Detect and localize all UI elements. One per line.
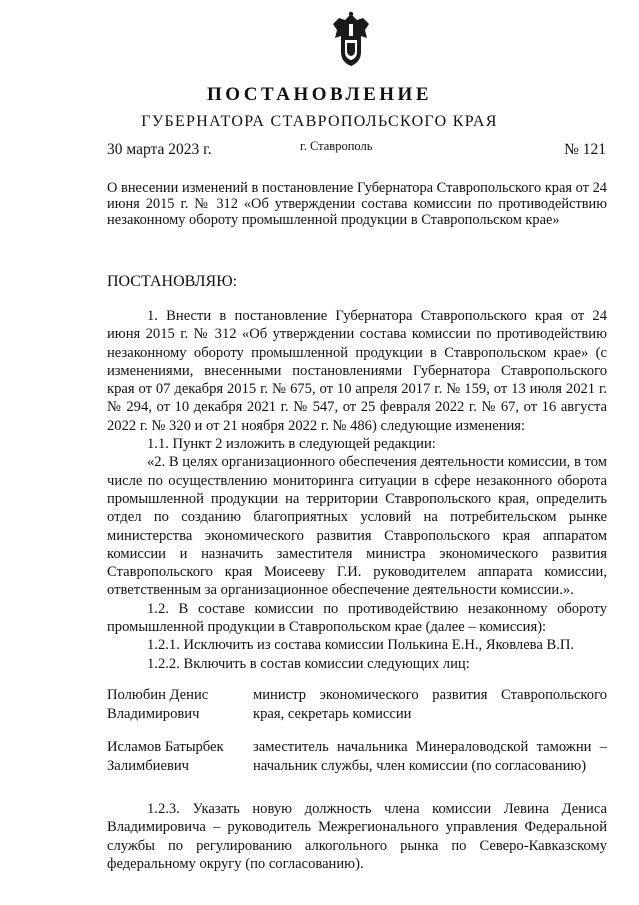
paragraph-1-2-3: 1.2.3. Указать новую должность члена комиссии Левина Дениса Владимировича – руководитель Межрегионального управления Федеральной службы по регулированию алкогольного рынка по Северо-Кавказскому федеральному округу (по согласованию). xyxy=(107,801,607,872)
paragraph-quote: «2. В целях организационного обеспечения деятельности комиссии, в том числе по осуществлению мониторинга ситуации в сфере незаконного оборота промышленной продукции на территории Ставропольского края, определить отдел по созданию благоприятных условий на потребительском рынке министерства экономического развития Ставропольского края аппаратом комиссии и назначить заместителя министра экономического развития Ставропольского края Моисееву Г.И. руководителем аппарата комиссии, ответственным за организационное обеспечение деятельности комиссии.». xyxy=(107,454,607,599)
document-subtitle: ГУБЕРНАТОРА СТАВРОПОЛЬСКОГО КРАЯ xyxy=(141,113,498,130)
member-row xyxy=(107,686,607,724)
member-role: министр экономического развития Ставропольского края, секретарь комиссии xyxy=(253,687,607,722)
document-heading: О внесении изменений в постановление Губернатора Ставропольского края от 24 июня 2015 г. № 312 «Об утверждении состава комиссии по противодействию незаконному обороту промышленной продукции в Ставропольском крае» xyxy=(107,180,607,228)
document-body xyxy=(107,307,607,673)
member-name: Исламов Батырбек Залимбиевич xyxy=(107,739,224,774)
document-date: 30 марта 2023 г. xyxy=(107,141,212,158)
members-list xyxy=(107,686,607,790)
member-role: заместитель начальника Минераловодской таможни – начальник службы, член комиссии (по согласованию) xyxy=(253,739,607,774)
document-number: № 121 xyxy=(564,141,606,158)
member-name: Полюбин Денис Владимирович xyxy=(107,687,209,722)
decree-word: ПОСТАНОВЛЯЮ: xyxy=(107,273,238,290)
paragraph-1-2-2: 1.2.2. Включить в состав комиссии следующих лиц: xyxy=(147,655,470,672)
paragraph-1-2-1: 1.2.1. Исключить из состава комиссии Полькина Е.Н., Яковлева В.П. xyxy=(147,637,575,654)
document-city: г. Ставрополь xyxy=(300,139,373,153)
document-body-end xyxy=(107,800,607,873)
paragraph-1: 1. Внести в постановление Губернатора Ставропольского края от 24 июня 2015 г. № 312 «Об утверждении состава комиссии по противодействию незаконному обороту промышленной продукции в Ставропольском крае» (с изменениями, внесенными постановлениями Губернатора Ставропольского края от 07 декабря 2015 г. № 675, от 10 апреля 2017 г. № 159, от 13 июля 2021 г. № 294, от 10 декабря 2021 г. № 547, от 25 февраля 2022 г. № 67, от 16 августа 2022 г. № 320 и от 21 ноября 2022 г. № 486) следующие изменения: xyxy=(107,308,607,434)
paragraph-1-1: 1.1. Пункт 2 изложить в следующей редакции: xyxy=(147,436,436,453)
paragraph-1-2: 1.2. В составе комиссии по противодействию незаконному обороту промышленной продукции в Ставропольском крае (далее – комиссия): xyxy=(107,600,607,636)
member-row xyxy=(107,738,607,776)
coat-of-arms-emblem xyxy=(327,10,375,68)
document-title: ПОСТАНОВЛЕНИЕ xyxy=(206,84,433,105)
